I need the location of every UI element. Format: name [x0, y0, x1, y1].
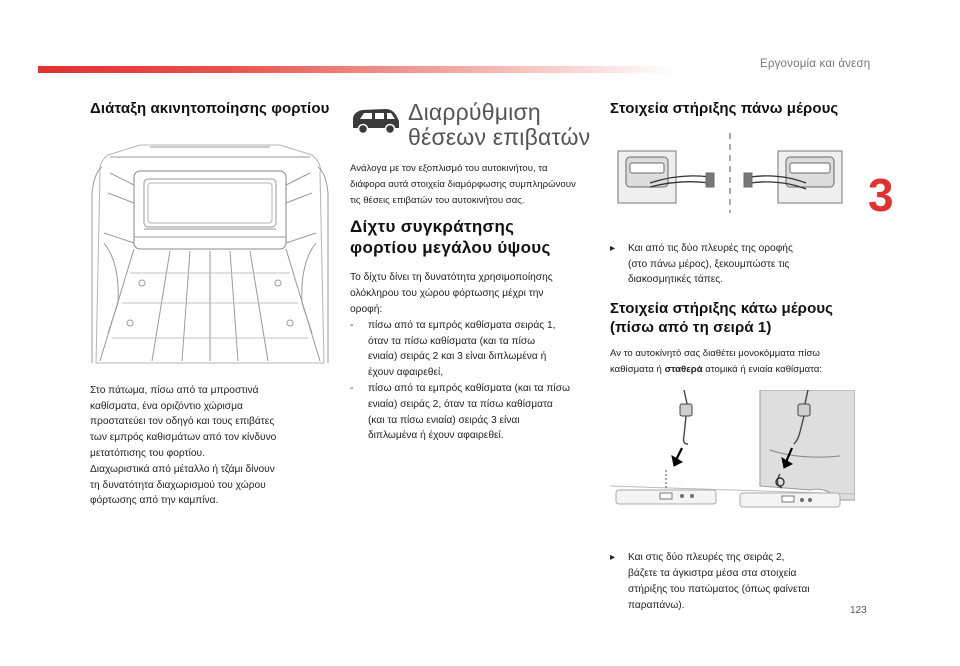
text-line: διάφορα αυτά στοιχεία διαμόρφωσης συμπληρώνουν: [350, 178, 576, 190]
heading-line: (πίσω από τη σειρά 1): [610, 318, 772, 336]
text-line: Και από τις δύο πλευρές της οροφής: [628, 242, 793, 254]
section-heading-cargo-restraint: Διάταξη ακινητοποίησης φορτίου: [90, 100, 330, 117]
text-line: ενιαία) σειράς 2 και 3 είναι διπλωμένα ή: [368, 351, 547, 363]
upper-anchorage-illustration: [610, 133, 850, 213]
intro-paragraph: [350, 161, 600, 210]
list-marker: ▸: [610, 242, 616, 254]
section-heading-upper-anchorages: Στοιχεία στήριξης πάνω μέρους: [610, 100, 839, 117]
text-line: Στο πάτωμα, πίσω από τα μπροστινά: [90, 384, 259, 396]
list-item: [610, 550, 865, 613]
text-line: (και τα πίσω ενιαία) σειράς 3 είναι: [368, 414, 520, 426]
lower-anchorage-illustration: [610, 390, 855, 538]
text-line: οροφή:: [350, 303, 383, 315]
text-line: των εμπρός καθισμάτων από τον κίνδυνο: [90, 432, 277, 444]
text-line: πίσω από τα εμπρός καθίσματα σειράς 1,: [368, 319, 556, 331]
text-line: ενιαία) σειράς 2, όταν τα πίσω καθίσματα: [368, 398, 553, 410]
text-line: μετατόπισης του φορτίου.: [90, 448, 205, 459]
text-line: Το δίχτυ δίνει τη δυνατότητα χρησιμοποίησης: [350, 272, 553, 284]
text-line: ολόκληρου του χώρου φόρτωσης μέχρι την: [350, 288, 544, 300]
section-heading-net: [350, 217, 600, 258]
running-head: Εργονομία και άνεση: [760, 58, 871, 70]
text-line: τη δυνατότητα διαχωρισμού του χώρου: [90, 479, 266, 491]
list-item: [350, 381, 600, 444]
text-line: καθίσματα, ένα οριζόντιο χώρισμα: [90, 400, 243, 412]
net-paragraph: [350, 270, 600, 317]
lower-anchorage-paragraph: [610, 346, 865, 379]
header-accent-bar: [38, 66, 678, 73]
text-fragment: καθίσματα ή: [610, 363, 665, 375]
list-marker: -: [350, 319, 354, 331]
text-line: Ανάλογα με τον εξοπλισμό του αυτοκινήτου, τα: [350, 162, 548, 174]
text-line: διπλωμένα ή έχουν αφαιρεθεί.: [368, 430, 504, 442]
column-cargo-restraint: [90, 100, 330, 509]
text-line: (στο πάνω μέρος), ξεκουμπώστε τις: [628, 258, 790, 270]
list-item: [610, 241, 865, 288]
chapter-title-block: [350, 100, 600, 151]
text-line: Και στις δύο πλευρές της σειράς 2,: [628, 552, 785, 564]
column-passenger-layout: [350, 100, 600, 444]
list-marker: ▸: [610, 552, 616, 564]
text-line: πίσω από τα εμπρός καθίσματα (και τα πίσω: [368, 382, 570, 394]
text-line: παραπάνω).: [628, 599, 685, 611]
text-line: φόρτωσης από την καμπίνα.: [90, 495, 219, 507]
cargo-area-illustration: [90, 133, 330, 365]
column-anchorages: [610, 100, 865, 614]
text-line: Αν το αυτοκίνητό σας διαθέτει μονοκόμματα πίσω: [610, 347, 820, 359]
text-line: όταν τα πίσω καθίσματα (και τα πίσω: [368, 335, 536, 347]
section-heading-lower-anchorages: [610, 300, 865, 338]
chapter-title-line1: Διαρρύθμιση: [408, 99, 541, 125]
text-line: διακοσμητικές τάπες.: [628, 274, 724, 286]
page-number: 123: [850, 605, 867, 616]
chapter-number: 3: [868, 169, 894, 221]
heading-line: Στοιχεία στήριξης κάτω μέρους: [610, 300, 834, 318]
text-line: έχουν αφαιρεθεί,: [368, 367, 444, 379]
text-line: βάζετε τα άγκιστρα μέσα στα στοιχεία: [628, 568, 797, 580]
van-icon: [350, 106, 402, 136]
list-marker: -: [350, 382, 354, 394]
list-item: [350, 318, 600, 381]
text-line: στήριξης του πατώματος (όπως φαίνεται: [628, 583, 810, 595]
chapter-title-line2: θέσεων επιβατών: [408, 124, 591, 151]
text-line: τις θέσεις επιβατών του αυτοκινήτου σας.: [350, 195, 525, 207]
heading-line: Δίχτυ συγκράτησης: [350, 217, 515, 237]
text-line: προστατεύει τον οδηγό και τους επιβάτες: [90, 416, 275, 428]
cargo-restraint-paragraph: [90, 383, 330, 510]
text-line: [610, 362, 865, 378]
text-emphasis: σταθερά: [664, 363, 703, 375]
heading-line: φορτίου μεγάλου ύψους: [350, 237, 551, 257]
text-line: Διαχωριστικά από μέταλλο ή τζάμι δίνουν: [90, 463, 275, 475]
text-fragment: ατομικά ή ενιαία καθίσματα:: [702, 363, 823, 375]
